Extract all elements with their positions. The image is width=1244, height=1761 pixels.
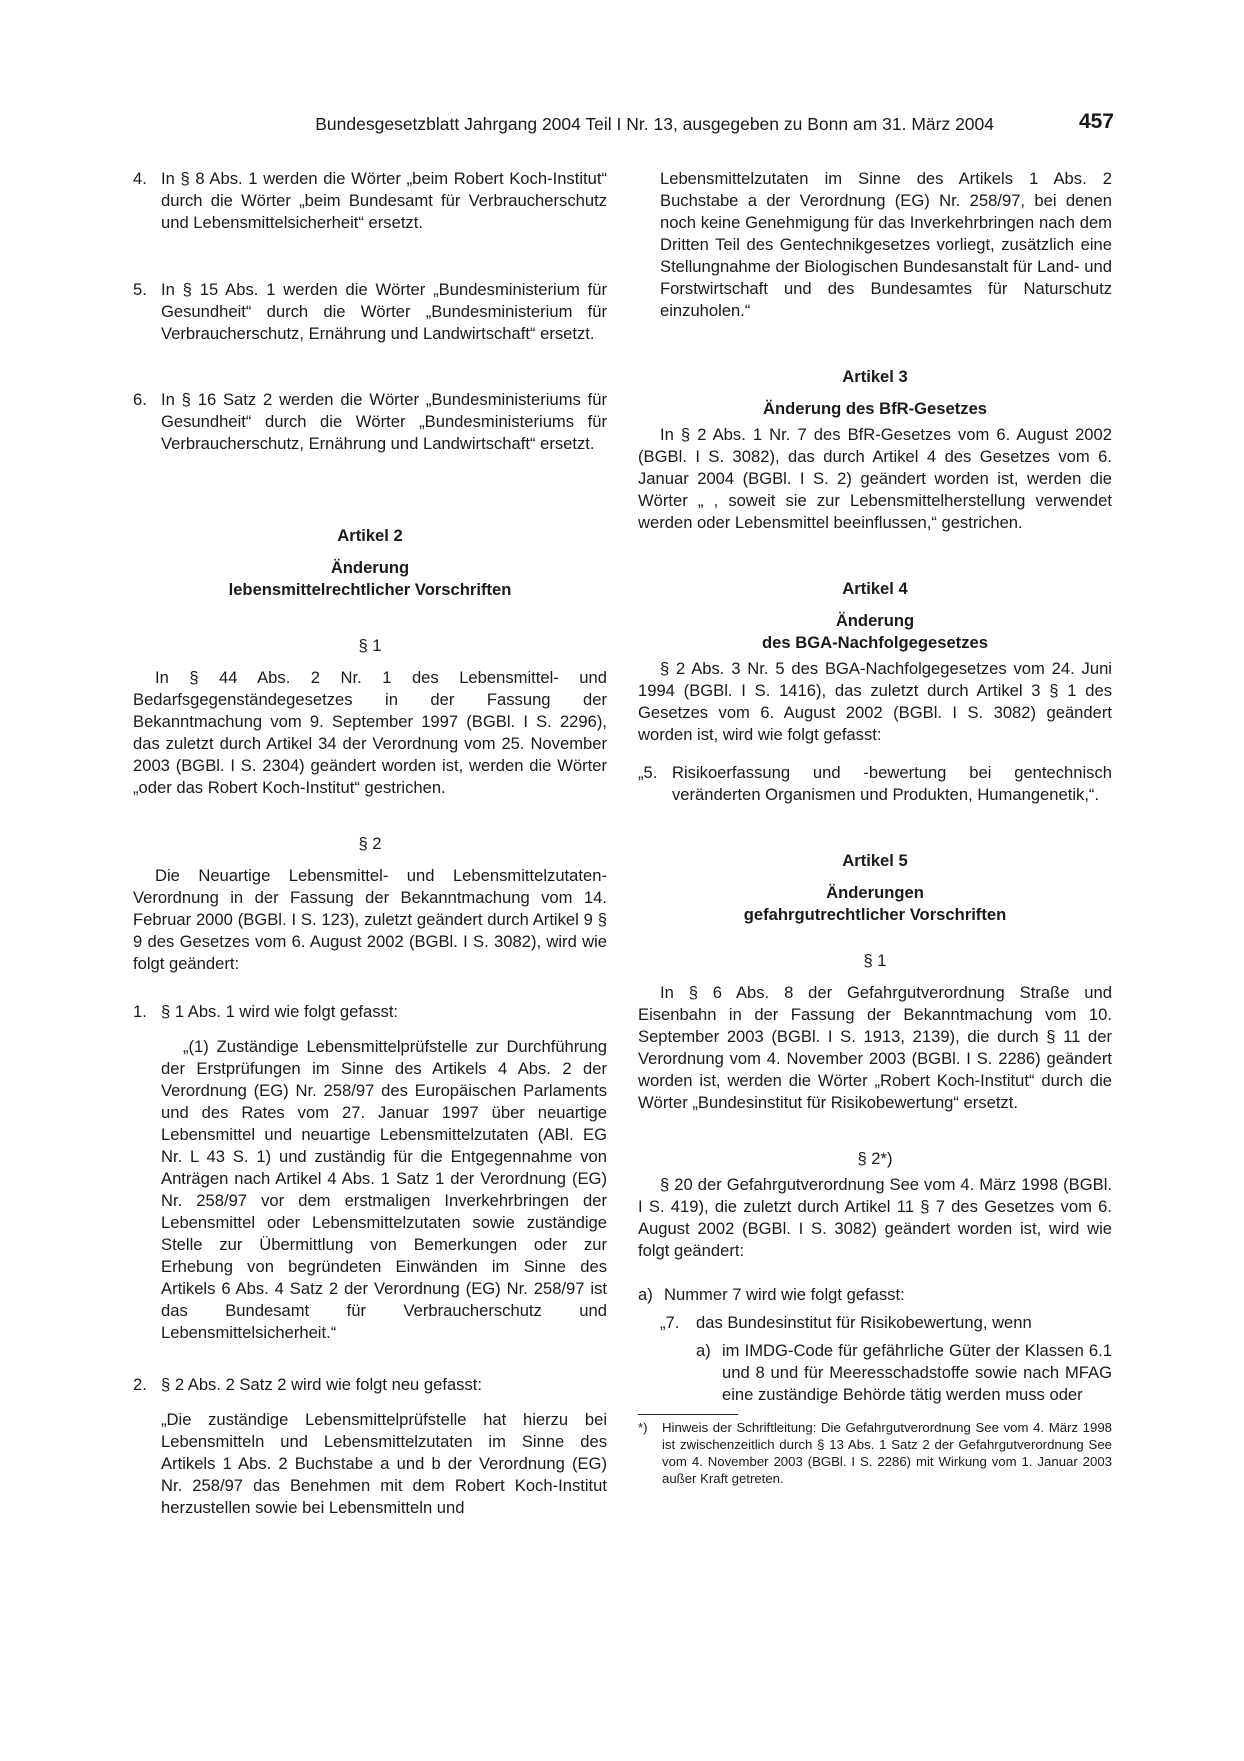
right-column (638, 168, 1112, 1487)
article-title: des BGA-Nachfolgegesetzes (762, 633, 988, 652)
footnote-mark: *) (638, 1420, 648, 1435)
list-item (638, 1284, 1112, 1306)
article-title: lebensmittelrechtlicher Vorschriften (228, 580, 512, 599)
item-number: „5. (638, 763, 658, 782)
item-text: In § 16 Satz 2 werden die Wörter „Bundesministeriums für Gesundheit“ durch die Wörter „Bundesministeriums für Verbraucherschutz, Ernährung und Landwirtschaft“ ersetzt. (161, 390, 607, 453)
quote-block (133, 1409, 607, 1519)
page-header (130, 111, 1114, 137)
quoted-text: „Die zuständige Lebensmittelprüfstelle hat hierzu bei Lebensmitteln und Lebensmittelzutaten im Sinne des Artikels 1 Abs. 2 Buchstabe a und b der Verordnung (EG) Nr. 258/97 das Benehmen mit dem Robert Koch-Institut herzustellen sowie bei Lebensmitteln und (161, 1410, 607, 1517)
page-number: 457 (1078, 110, 1114, 133)
article-label: Artikel 5 (842, 851, 908, 870)
list-item (133, 279, 607, 345)
item-text: das Bundesinstitut für Risikobewertung, wenn (696, 1313, 1032, 1332)
section-label: § 2 (358, 834, 382, 853)
item-text: In § 8 Abs. 1 werden die Wörter „beim Robert Koch-Institut“ durch die Wörter „beim Bundesamt für Verbraucherschutz und Lebensmittelsicherheit“ ersetzt. (161, 169, 607, 232)
item-number: 1. (133, 1002, 147, 1021)
article-label: Artikel 2 (337, 526, 403, 545)
article-title: Änderung (330, 558, 410, 577)
section-label: § 1 (358, 636, 382, 655)
section-text: Die Neuartige Lebensmittel- und Lebensmittelzutaten-Verordnung in der Fassung der Bekanntmachung vom 14. Februar 2000 (BGBl. I S. 123), zuletzt geändert durch Artikel 9 § 9 des Gesetzes vom 6. August 2002 (BGBl. I S. 3082), wird wie folgt geändert: (133, 866, 607, 973)
list-item (133, 389, 607, 455)
section-text: In § 2 Abs. 1 Nr. 7 des BfR-Gesetzes vom 6. August 2002 (BGBl. I S. 3082), das durch Artikel 4 des Gesetzes vom 6. Januar 2004 (BGBl. I S. 2) geändert worden ist, werden die Wörter „ , soweit sie zur Lebensmittelherstellung verwendet werden oder Lebensmittel beeinflussen,“ gestrichen. (638, 425, 1112, 532)
item-number: 2. (133, 1375, 147, 1394)
list-item (638, 1340, 1112, 1406)
item-number: 5. (133, 280, 147, 299)
article-title: Änderung des BfR-Gesetzes (762, 399, 988, 418)
item-number: 6. (133, 390, 147, 409)
footnote-text: Hinweis der Schriftleitung: Die Gefahrgutverordnung See vom 4. März 1998 ist zwischenzeitlich durch § 13 Abs. 1 Satz 2 der Gefahrgutverordnung See vom 4. November 2003 (BGBl. I S. 2286) mit Wirkung vom 1. Januar 2003 außer Kraft getreten. (662, 1420, 1112, 1486)
continuation-text: Lebensmittelzutaten im Sinne des Artikels 1 Abs. 2 Buchstabe a der Verordnung (EG) Nr. 258/97, bei denen noch keine Genehmigung für das Inverkehrbringen nach dem Dritten Teil des Gentechnikgesetzes vorliegt, zusätzlich eine Stellungnahme der Biologischen Bundesanstalt für Land- und Forstwirtschaft und des Bundesamtes für Naturschutz einzuholen.“ (660, 169, 1112, 320)
section-text: § 2 Abs. 3 Nr. 5 des BGA-Nachfolgegesetzes vom 24. Juni 1994 (BGBl. I S. 1416), das zuletzt durch Artikel 3 § 1 des Gesetzes vom 6. August 2002 (BGBl. I S. 3082) geändert worden ist, wird wie folgt gefasst: (638, 659, 1112, 744)
section-text: In § 6 Abs. 8 der Gefahrgutverordnung Straße und Eisenbahn in der Fassung der Bekanntmachung vom 10. September 2003 (BGBl. I S. 1913, 2139), die durch § 11 der Verordnung vom 4. November 2003 (BGBl. I S. 2286) geändert worden ist, werden die Wörter „Robert Koch-Institut“ durch die Wörter „Bundesinstitut für Risikobewertung“ ersetzt. (638, 983, 1112, 1112)
section-label: § 2*) (857, 1149, 893, 1168)
list-item (133, 1001, 607, 1023)
item-number: „7. (660, 1313, 680, 1332)
article-title: gefahrgutrechtlicher Vorschriften (743, 905, 1007, 924)
list-item (638, 762, 1112, 806)
article-title: Änderung (835, 611, 915, 630)
left-column (133, 168, 607, 1519)
section-text: § 20 der Gefahrgutverordnung See vom 4. März 1998 (BGBl. I S. 419), die zuletzt durch Artikel 11 § 7 des Gesetzes vom 6. August 2002 (BGBl. I S. 3082) geändert worden ist, wird wie folgt geändert: (638, 1175, 1112, 1260)
article-label: Artikel 4 (842, 579, 908, 598)
item-text: im IMDG-Code für gefährliche Güter der Klassen 6.1 und 8 und für Meeresschadstoffe sowie nach MFAG eine zuständige Behörde tätig werden muss oder (722, 1341, 1112, 1404)
item-text: Nummer 7 wird wie folgt gefasst: (664, 1285, 905, 1304)
item-text: In § 15 Abs. 1 werden die Wörter „Bundesministerium für Gesundheit“ durch die Wörter „Bundesministerium für Verbraucherschutz, Ernährung und Landwirtschaft“ ersetzt. (161, 280, 607, 343)
list-item (133, 168, 607, 234)
quoted-text: „(1) Zuständige Lebensmittelprüfstelle zur Durchführung der Erstprüfungen im Sinne des Artikels 4 Abs. 2 der Verordnung (EG) Nr. 258/97 des Europäischen Parlaments und des Rates vom 27. Januar 1997 über neuartige Lebensmittel und neuartige Lebensmittelzutaten (ABl. EG Nr. L 43 S. 1) und zuständig für die Entgegennahme von Anträgen nach Artikel 4 Abs. 1 Satz 1 der Verordnung (EG) Nr. 258/97 vor dem erstmaligen Inverkehrbringen der Lebensmittel oder Lebensmittelzutaten sowie zuständige Stelle zur Übermittlung von Bemerkungen oder zur Erhebung von begründeten Einwänden im Sinne des Artikels 6 Abs. 4 Satz 2 der Verordnung (EG) Nr. 258/97 ist das Bundesamt für Verbraucherschutz und Lebensmittelsicherheit.“ (161, 1037, 607, 1342)
item-number: 4. (133, 169, 147, 188)
article-title: Änderungen (826, 883, 924, 902)
item-text: § 2 Abs. 2 Satz 2 wird wie folgt neu gefasst: (161, 1375, 482, 1394)
header-title: Bundesgesetzblatt Jahrgang 2004 Teil I Nr. 13, ausgegeben zu Bonn am 31. März 2004 (315, 114, 994, 134)
footnote (638, 1419, 1112, 1487)
section-text: In § 44 Abs. 2 Nr. 1 des Lebensmittel- und Bedarfsgegenständegesetzes in der Fassung der Bekanntmachung vom 9. September 1997 (BGBl. I S. 2296), das zuletzt durch Artikel 34 der Verordnung vom 25. November 2003 (BGBl. I S. 2304) geändert worden ist, werden die Wörter „oder das Robert Koch-Institut“ gestrichen. (133, 668, 607, 797)
item-number: a) (696, 1341, 711, 1360)
list-item (133, 1374, 607, 1396)
item-number: a) (638, 1285, 653, 1304)
item-text: § 1 Abs. 1 wird wie folgt gefasst: (161, 1002, 399, 1021)
section-label: § 1 (863, 951, 887, 970)
quote-block (133, 1036, 607, 1344)
list-item (638, 1312, 1112, 1334)
item-text: Risikoerfassung und -bewertung bei gentechnisch veränderten Organismen und Produkten, Humangenetik,“. (672, 763, 1112, 804)
article-label: Artikel 3 (842, 367, 908, 386)
